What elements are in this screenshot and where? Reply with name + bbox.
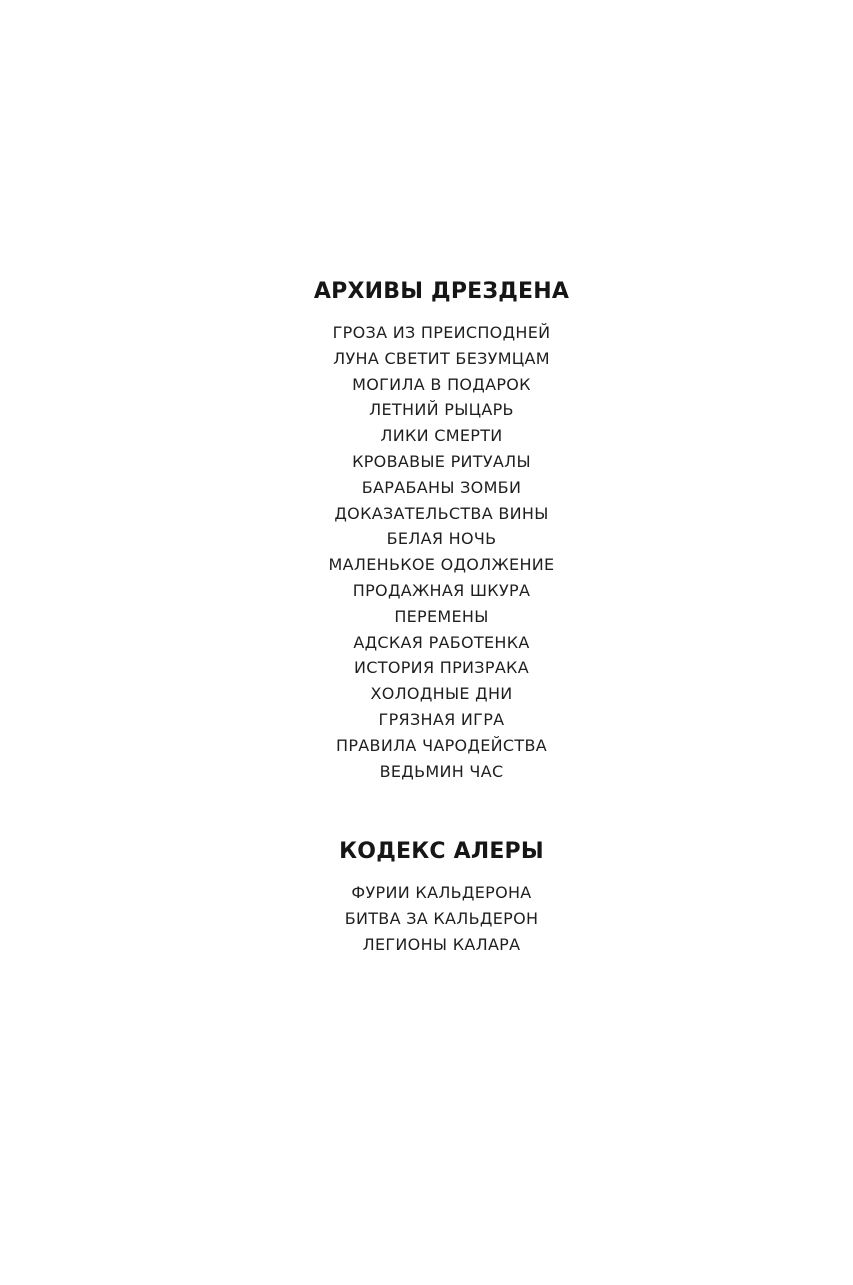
book-title: ЛИКИ СМЕРТИ [380,426,503,446]
book-title: ХОЛОДНЫЕ ДНИ [370,684,513,704]
book-title: ИСТОРИЯ ПРИЗРАКА [354,658,529,678]
book-title: БЕЛАЯ НОЧЬ [386,529,497,549]
book-title: БИТВА ЗА КАЛЬДЕРОН [344,908,539,928]
book-title: ФУРИИ КАЛЬДЕРОНА [351,883,532,902]
book-title: ЛЕГИОНЫ КАЛАРА [362,934,521,954]
book-title: ДОКАЗАТЕЛЬСТВА ВИНЫ [334,503,549,523]
book-title: МАЛЕНЬКОЕ ОДОЛЖЕНИЕ [328,555,555,575]
book-title: МОГИЛА В ПОДАРОК [352,374,531,394]
book-title: ПРАВИЛА ЧАРОДЕЙСТВА [336,735,547,755]
book-title: ПЕРЕМЕНЫ [394,606,489,626]
book-title: ГРЯЗНАЯ ИГРА [378,709,505,729]
book-title: АДСКАЯ РАБОТЕНКА [353,632,530,652]
series-dresden-files [0,276,853,784]
book-title: ПРОДАЖНАЯ ШКУРА [352,580,531,600]
book-list [0,880,853,957]
book-title: ЛЕТНИЙ РЫЦАРЬ [369,400,514,420]
series-title: АРХИВЫ ДРЕЗДЕНА [313,279,570,304]
book-title: ЛУНА СВЕТИТ БЕЗУМЦАМ [333,348,550,368]
book-title: КРОВАВЫЕ РИТУАЛЫ [352,451,531,471]
book-list [0,320,853,784]
series-title: КОДЕКС АЛЕРЫ [339,839,544,864]
series-codex-alera [0,836,853,957]
book-title: ГРОЗА ИЗ ПРЕИСПОДНЕЙ [332,323,551,342]
book-title: ВЕДЬМИН ЧАС [379,761,504,781]
book-title: БАРАБАНЫ ЗОМБИ [361,477,522,497]
